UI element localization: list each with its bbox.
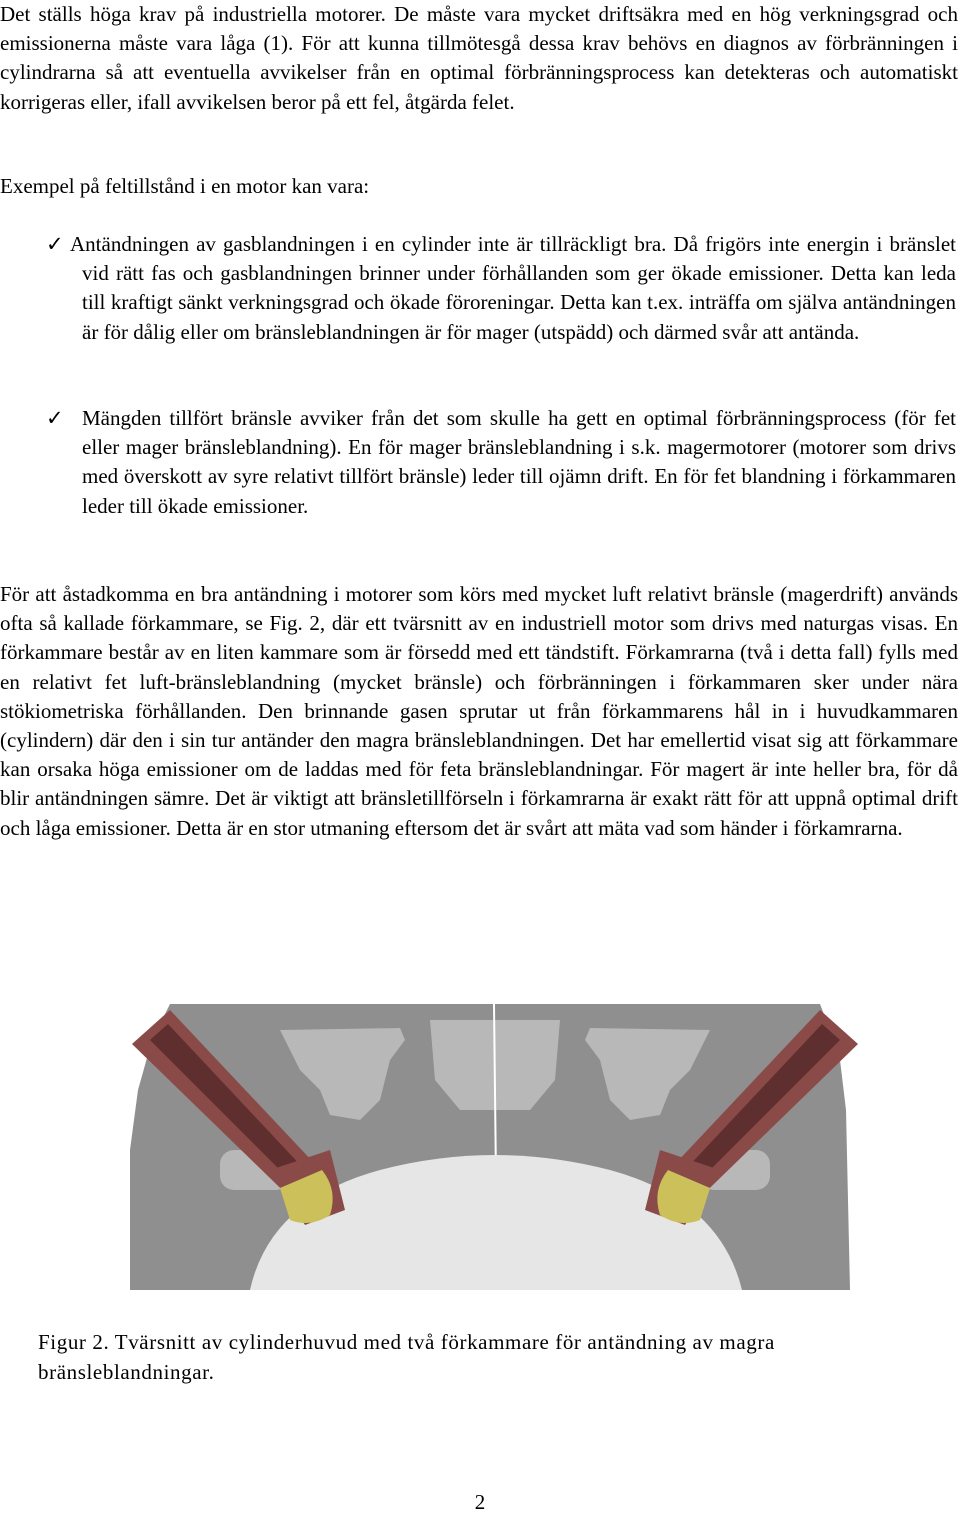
page-number: 2 bbox=[474, 1490, 486, 1514]
checkmark-icon: ✓ bbox=[46, 406, 64, 430]
prechamber-paragraph: För att åstadkomma en bra antändning i motorer som körs med mycket luft relativt bränsle (magerdrift) används ofta så kallade förkammare, se Fig. 2, där ett tvärsnitt av en industriell motor som drivs med naturgas visas. En förkammare består av en liten kammare som är försedd med ett tändstift. Förkamrarna (två i detta fall) fylls med en relativt fet luft-bränsleblandning (mycket bränsle) och förbränningen i förkammaren sker under nära stökiometriska förhållanden. Den brinnande gasen sprutar ut från förkammarens hål in i huvudkammaren (cylindern) där den i sin tur antänder den magra bränsleblandningen. Det har emellertid visat sig att förkammare kan orsaka höga emissioner om de laddas med för feta bränsleblandningar. För magert är inte heller bra, för då blir antändningen sämre. Det är viktigt att bränsletillförseln i förkamrarna är exakt rätt för att uppnå optimal drift och låga emissioner. Detta är en stor utmaning eftersom det är svårt att mäta vad som händer i förkamrarna. bbox=[0, 582, 958, 840]
examples-lead-paragraph: Exempel på feltillstånd i en motor kan vara: bbox=[0, 174, 370, 198]
bullet-text: Antändningen av gasblandningen i en cylinder inte är tillräckligt bra. Då frigörs inte energin i bränslet vid rätt fas och gasblandningen brinner under förhållanden som ger ökade emissioner. Detta kan leda till kraftigt sänkt verkningsgrad och ökade föroreningar. Detta kan t.ex. inträffa om själva antändningen är för dålig eller om bränsleblandningen är för mager (utspädd) och därmed svår att antända. bbox=[70, 232, 956, 344]
intro-paragraph: Det ställs höga krav på industriella motorer. De måste vara mycket driftsäkra med en hög verkningsgrad och emissionerna måste vara låga (1). För att kunna tillmötesgå dessa krav behövs en diagnos av förbränningen i cylindrarna så att eventuella avvikelser från en optimal förbränningsprocess kan detekteras och automatiskt korrigeras eller, ifall avvikelsen beror på ett fel, åtgärda felet. bbox=[0, 2, 958, 114]
checkmark-icon: ✓ bbox=[46, 232, 64, 256]
cylinder-head-cross-section bbox=[130, 1000, 860, 1290]
cylinder-head-figure bbox=[130, 1000, 860, 1290]
bullet-text: Mängden tillfört bränsle avviker från det som skulle ha gett en optimal förbränningsprocess (för fet eller mager bränsleblandning). En för mager bränsleblandning i s.k. magermotorer (motorer som drivs med överskott av syre relativt tillfört bränsle) leder till ojämn drift. En för fet blandning i förkammaren leder till ökade emissioner. bbox=[82, 406, 956, 518]
figure-caption: Figur 2. Tvärsnitt av cylinderhuvud med två förkammare för antändning av magra bränsleblandningar. bbox=[38, 1330, 775, 1384]
